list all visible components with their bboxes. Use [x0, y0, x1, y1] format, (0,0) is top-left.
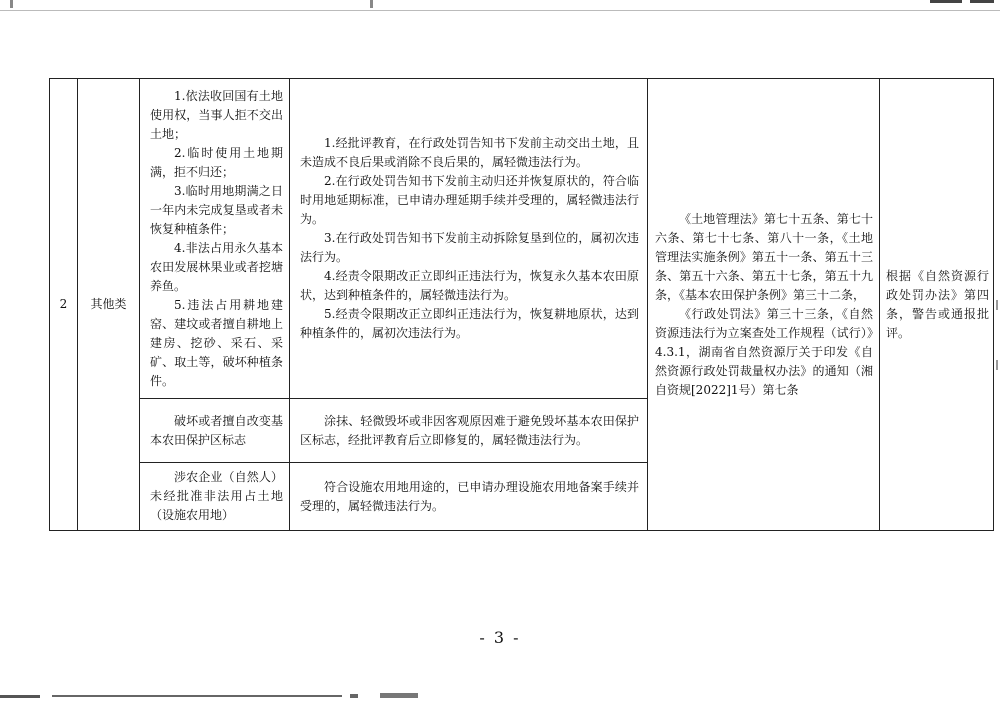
category-cell: 其他类	[78, 79, 140, 531]
act-item: 4.非法占用永久基本农田发展林果业或者挖塘养鱼。	[150, 240, 283, 293]
legal-basis-paragraph: 《土地管理法》第七十五条、第七十六条、第七十七条、第八十一条，《土地管理法实施条例》第五十一条、第五十三条、第五十六条、第五十七条，第五十九条，《基本农田保护条例》第三十二条，	[655, 211, 873, 302]
scan-mark	[350, 694, 358, 698]
act-item: 破坏或者擅自改变基本农田保护区标志	[150, 413, 283, 447]
scan-mark	[0, 695, 40, 698]
violation-acts-cell	[140, 399, 290, 463]
legal-basis-paragraph: 《行政处罚法》第三十三条，《自然资源违法行为立案查处工作规程（试行）》4.3.1，湖南省自然资源厅关于印发《自然资源行政处罚裁量权办法》的通知（湘自资规[2022]1号）第七条	[655, 306, 873, 397]
act-item: 涉农企业（自然人）未经批准非法用占土地（设施农用地）	[150, 470, 283, 522]
scan-mark	[996, 300, 998, 390]
standards-cell	[290, 399, 648, 463]
standard-item: 1.经批评教育，在行政处罚告知书下发前主动交出土地，且未造成不良后果或消除不良后果的，属轻微违法行为。	[300, 136, 639, 169]
scan-mark	[930, 0, 962, 3]
standard-item: 4.经责令限期改正立即纠正违法行为，恢复永久基本农田原状，达到种植条件的，属轻微违法行为。	[300, 269, 639, 302]
top-scan-line	[0, 10, 1000, 11]
table-row	[50, 79, 994, 399]
row-number: 2	[50, 79, 78, 531]
violation-acts-cell	[140, 79, 290, 399]
standard-item: 符合设施农用地用途的，已申请办理设施农用地备案手续并受理的，属轻微违法行为。	[300, 479, 639, 513]
scan-mark	[380, 693, 418, 698]
violation-standards-table	[49, 78, 994, 531]
standards-cell	[290, 79, 648, 399]
scan-mark	[970, 0, 994, 3]
act-item: 1.依法收回国有土地使用权，当事人拒不交出土地；	[150, 88, 283, 141]
violation-acts-cell	[140, 463, 290, 531]
scan-mark	[10, 0, 13, 8]
penalty-cell	[880, 79, 994, 531]
act-item: 2.临时使用土地期满，拒不归还；	[150, 145, 283, 179]
scan-mark	[52, 695, 342, 697]
act-item: 5.违法占用耕地建窑、建坟或者擅自耕地上建房、挖砂、采石、采矿、取土等，破坏种植条件。	[150, 297, 283, 388]
act-item: 3.临时用地期满之日一年内未完成复垦或者未恢复种植条件；	[150, 183, 283, 236]
scan-mark	[370, 0, 373, 8]
standard-item: 涂抹、轻微毁坏或非因客观原因难于避免毁坏基本农田保护区标志，经批评教育后立即修复的，属轻微违法行为。	[300, 413, 639, 447]
legal-basis-cell	[648, 79, 880, 531]
standards-cell	[290, 463, 648, 531]
standard-item: 5.经责令限期改正立即纠正违法行为，恢复耕地原状，达到种植条件的，属初次违法行为。	[300, 307, 639, 340]
penalty-text: 根据《自然资源行政处罚办法》第四条，警告或通报批评。	[886, 268, 989, 340]
standard-item: 3.在行政处罚告知书下发前主动拆除复垦到位的，属初次违法行为。	[300, 231, 639, 264]
standard-item: 2.在行政处罚告知书下发前主动归还并恢复原状的，符合临时用地延期标准，已申请办理延期手续并受理的，属轻微违法行为。	[300, 174, 639, 226]
page-number: - 3 -	[479, 628, 521, 647]
